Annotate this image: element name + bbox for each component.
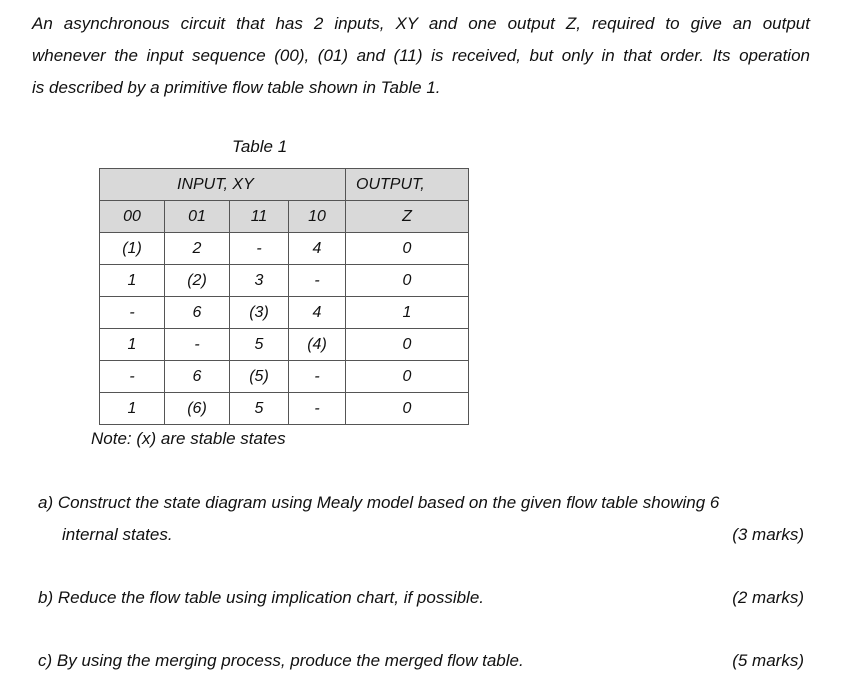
question-a-line-1: a) Construct the state diagram using Mealy model based on the given flow table showing 6: [38, 493, 720, 512]
question-a: [38, 487, 810, 551]
table-cell: 6: [165, 361, 230, 393]
table-cell: 0: [346, 265, 469, 297]
intro-line-2: whenever the input sequence (00), (01) and (11) is received, but only in that order. Its operation: [32, 46, 810, 65]
table-cell: -: [165, 329, 230, 361]
table-row: [100, 361, 469, 393]
table-cell: -: [289, 361, 346, 393]
table-cell: (6): [165, 393, 230, 425]
table-cell: (3): [230, 297, 289, 329]
table-cell: 1: [100, 393, 165, 425]
table-header-row: [100, 169, 469, 201]
table-row: [100, 329, 469, 361]
table-cell: 1: [100, 329, 165, 361]
table-cell: (5): [230, 361, 289, 393]
table-note: Note: (x) are stable states: [91, 429, 286, 448]
primitive-flow-table: [99, 168, 469, 425]
column-header-z: Z: [346, 201, 469, 233]
table-cell: 0: [346, 393, 469, 425]
table-cell: 1: [100, 265, 165, 297]
table-row: [100, 297, 469, 329]
question-c-marks: (5 marks): [732, 651, 804, 670]
table-caption: Table 1: [232, 137, 288, 156]
column-header-01: 01: [165, 201, 230, 233]
table-cell: -: [230, 233, 289, 265]
table-row: [100, 265, 469, 297]
question-c: c) By using the merging process, produce the merged flow table.: [38, 651, 524, 670]
output-header: OUTPUT,: [346, 169, 469, 201]
question-a-line-2: internal states.: [62, 525, 173, 544]
intro-line-3: is described by a primitive flow table shown in Table 1.: [32, 78, 441, 97]
table-cell: 5: [230, 329, 289, 361]
question-a-marks: (3 marks): [732, 525, 804, 544]
table-cell: (2): [165, 265, 230, 297]
table-cell: 0: [346, 233, 469, 265]
table-cell: -: [289, 393, 346, 425]
table-subheader-row: [100, 201, 469, 233]
column-header-00: 00: [100, 201, 165, 233]
input-header: INPUT, XY: [100, 169, 346, 201]
table-cell: 4: [289, 233, 346, 265]
table-cell: -: [100, 361, 165, 393]
table-cell: 0: [346, 361, 469, 393]
table-cell: (4): [289, 329, 346, 361]
table-cell: 1: [346, 297, 469, 329]
table-cell: (1): [100, 233, 165, 265]
table-cell: 0: [346, 329, 469, 361]
table-cell: 6: [165, 297, 230, 329]
table-cell: -: [289, 265, 346, 297]
problem-intro: [32, 8, 810, 104]
column-header-10: 10: [289, 201, 346, 233]
table-row: [100, 233, 469, 265]
intro-line-1: An asynchronous circuit that has 2 inputs, XY and one output Z, required to give an output: [32, 14, 810, 33]
column-header-11: 11: [230, 201, 289, 233]
table-cell: -: [100, 297, 165, 329]
table-cell: 5: [230, 393, 289, 425]
table-cell: 2: [165, 233, 230, 265]
question-b: b) Reduce the flow table using implication chart, if possible.: [38, 588, 485, 607]
question-b-marks: (2 marks): [732, 588, 804, 607]
table-row: [100, 393, 469, 425]
table-cell: 4: [289, 297, 346, 329]
table-cell: 3: [230, 265, 289, 297]
